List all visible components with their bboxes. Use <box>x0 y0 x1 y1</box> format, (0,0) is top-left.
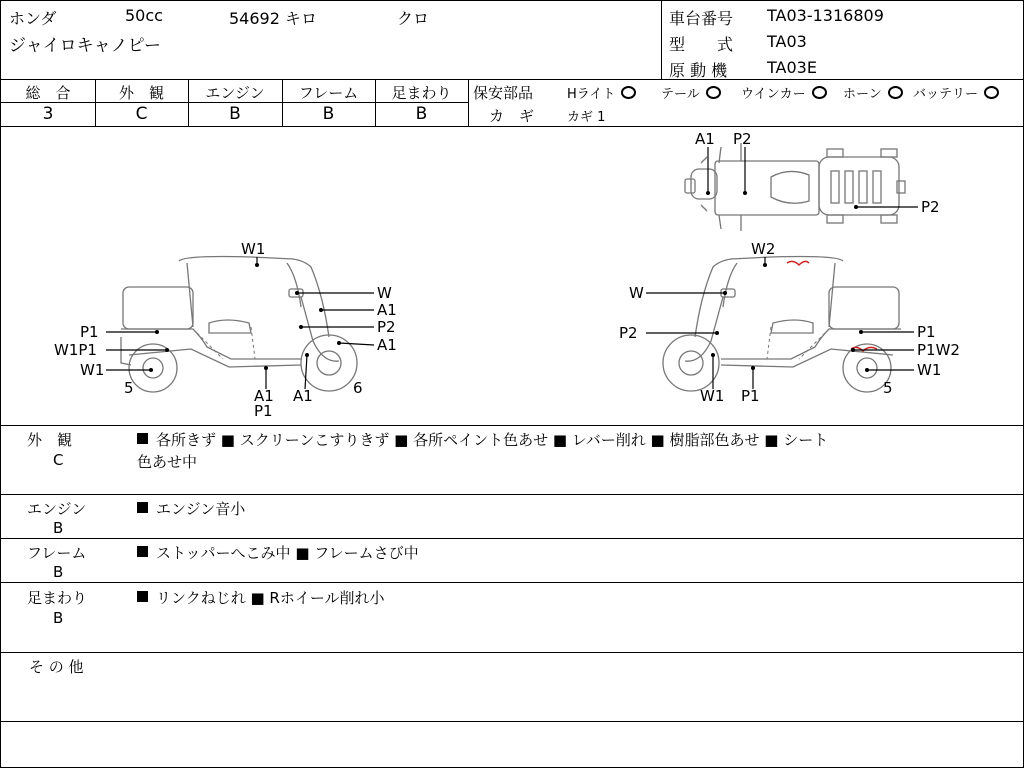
mark-w-mirror-right: W <box>629 284 644 302</box>
remark-text-engine: エンジン音小 <box>137 498 245 519</box>
mark-w-mirror: W <box>377 284 392 302</box>
maker: ホンダ <box>9 9 57 28</box>
mark-5-rear: 5 <box>124 379 134 397</box>
key-label: カ ギ <box>489 107 535 125</box>
grade-value-exterior: C <box>135 104 148 124</box>
ok-circle-icon <box>812 86 827 99</box>
displacement: 50cc <box>125 6 163 25</box>
chassis-label: 車台番号 <box>669 9 734 28</box>
safety-item-winker: ウインカー <box>741 83 827 102</box>
color: クロ <box>397 9 430 28</box>
top-view-labels <box>695 130 940 216</box>
mark-5-rear-right: 5 <box>883 379 893 397</box>
header-divider <box>661 1 662 79</box>
grade-value-overall: 3 <box>42 104 54 124</box>
mark-p1-box-right: P1 <box>917 323 936 341</box>
model-name: ジャイロキャノピー <box>9 36 161 56</box>
mark-a1-screen: A1 <box>377 301 397 319</box>
grade-value-suspension: B <box>415 104 428 124</box>
mark-a1-top: A1 <box>695 130 715 148</box>
type-label: 型 式 <box>669 35 734 54</box>
ok-circle-icon <box>706 86 721 99</box>
mark-p2-top: P2 <box>733 130 752 148</box>
left-view-labels <box>54 240 397 420</box>
grade-label-overall: 総 合 <box>25 84 71 102</box>
ok-circle-icon <box>984 86 999 99</box>
remark-label-other: そ の 他 <box>29 658 84 676</box>
mark-p2-front: P2 <box>377 318 396 336</box>
remark-grade-engine: B <box>53 519 64 537</box>
chassis-value: TA03-1316809 <box>767 6 884 25</box>
remark-text-frame: ストッパーへこみ中 ■ フレームさび中 <box>137 542 419 563</box>
mileage: 54692 キロ <box>229 9 317 28</box>
mark-w1-bottom-right: W1 <box>700 387 725 405</box>
remark-label-suspension: 足まわり <box>27 589 88 607</box>
grade-label-frame: フレーム <box>298 84 359 102</box>
mark-p2-front-right: P2 <box>619 324 638 342</box>
mark-p1-box: P1 <box>80 323 99 341</box>
remark-grade-suspension: B <box>53 609 64 627</box>
remark-grade-exterior: C <box>53 451 64 469</box>
safety-item-horn: ホーン <box>843 83 903 102</box>
engine-value: TA03E <box>767 58 817 77</box>
ok-circle-icon <box>888 86 903 99</box>
top-view-drawing <box>685 143 905 231</box>
right-view-drawing <box>663 257 901 393</box>
mark-6-front: 6 <box>353 379 363 397</box>
safety-item-headlight: Hライト <box>567 83 636 102</box>
engine-label: 原 動 機 <box>669 61 728 80</box>
mark-w1p1-body: W1P1 <box>54 341 97 359</box>
remark-grade-frame: B <box>53 563 64 581</box>
ok-circle-icon <box>621 86 636 99</box>
key-value: カギ 1 <box>567 110 606 125</box>
remark-text-exterior-cont: 色あせ中 <box>137 453 198 471</box>
mark-a1-bottom: A1 <box>293 387 313 405</box>
mark-w1-wheel-right: W1 <box>917 361 942 379</box>
mark-a1-fender: A1 <box>377 336 397 354</box>
grade-label-engine: エンジン <box>205 84 265 102</box>
right-view-labels <box>619 240 960 405</box>
safety-item-battery: バッテリー <box>913 83 999 102</box>
remark-label-frame: フレーム <box>27 544 87 562</box>
mark-w2-roof: W2 <box>751 240 776 258</box>
mark-p1-step: P1 <box>254 402 273 420</box>
left-view-drawing <box>121 257 357 393</box>
mark-a1-step: A1 <box>254 387 274 405</box>
mark-p2-rear: P2 <box>921 198 940 216</box>
safety-item-tail: テール <box>661 83 721 102</box>
grade-label-exterior: 外 観 <box>118 84 164 102</box>
damage-scribble-roof <box>787 261 809 265</box>
remark-label-engine: エンジン <box>27 500 87 518</box>
grade-value-frame: B <box>322 104 335 124</box>
grade-label-suspension: 足まわり <box>391 84 452 102</box>
type-value: TA03 <box>767 32 807 51</box>
safety-label: 保安部品 <box>473 84 534 102</box>
grade-value-engine: B <box>229 104 241 124</box>
remark-text-suspension: リンクねじれ ■ Rホイール削れ小 <box>137 587 385 608</box>
mark-w1-wheel: W1 <box>80 361 105 379</box>
mark-p1-step-right: P1 <box>741 387 760 405</box>
mark-p1w2-body: P1W2 <box>917 341 960 359</box>
damage-diagram <box>1 127 1023 424</box>
remark-text-exterior: 各所きず ■ スクリーンこすりきず ■ 各所ペイント色あせ ■ レバー削れ ■ 樹脂部色あせ ■ シート <box>137 429 828 450</box>
mark-w1-roof: W1 <box>241 240 266 258</box>
remark-label-exterior: 外 観 <box>27 431 73 449</box>
